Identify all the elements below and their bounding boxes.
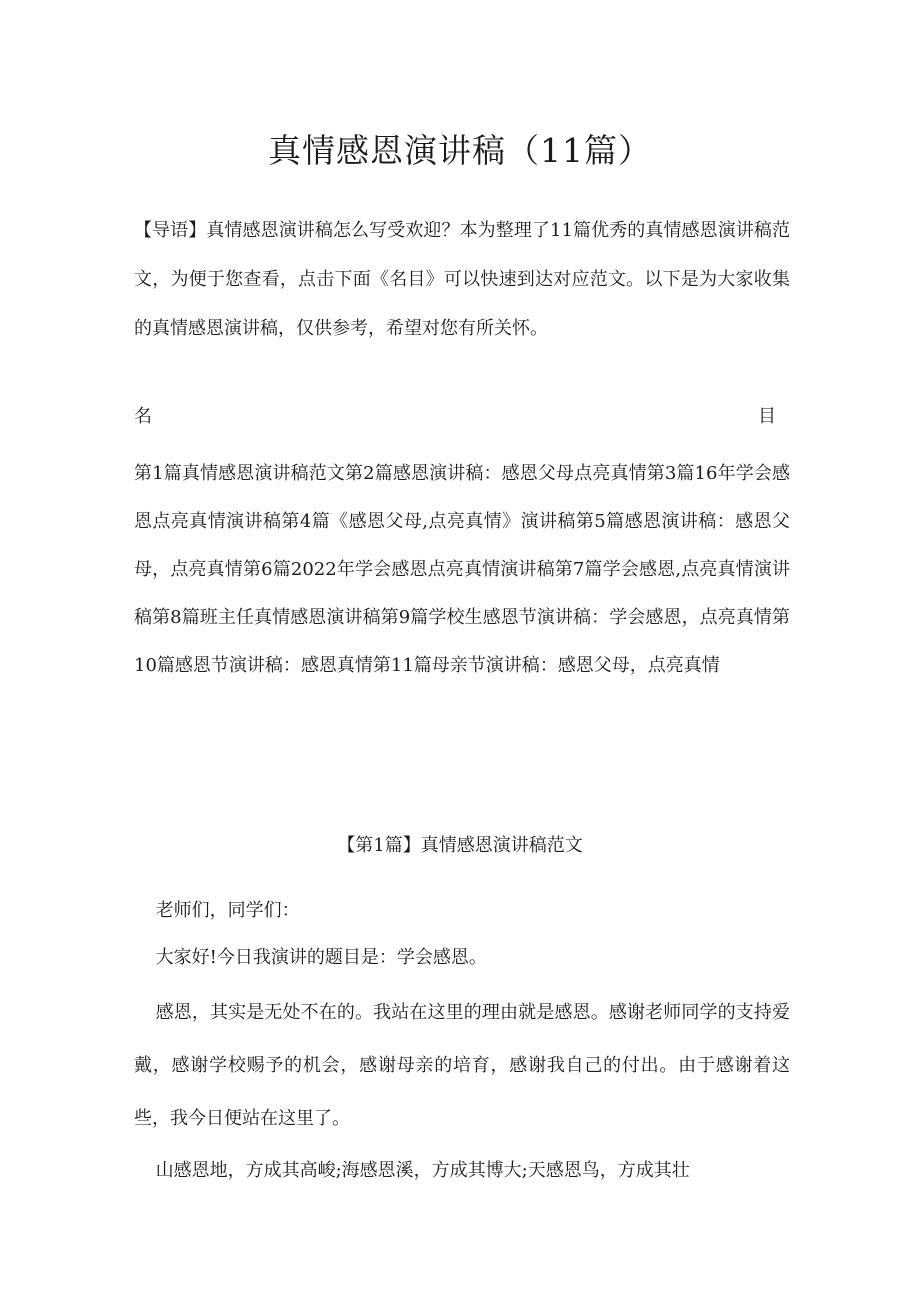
body-paragraph-1: 感恩，其实是无处不在的。我站在这里的理由就是感恩。感谢老师同学的支持爱戴，感谢学校赐予的机会，感谢母亲的培育，感谢我自己的付出。由于感谢着这些，我今日便站在这里了。 (134, 1002, 790, 1129)
toc-heading-right: 目 (758, 406, 776, 427)
toc-list[interactable]: 第1篇真情感恩演讲稿范文第2篇感恩演讲稿：感恩父母点亮真情第3篇16年学会感恩点亮真情演讲稿第4篇《感恩父母,点亮真情》演讲稿第5篇感恩演讲稿：感恩父母，点亮真情第6篇2022年学会感恩点亮真情演讲稿第7篇学会感恩,点亮真情演讲稿第8篇班主任真情感恩演讲稿第9篇学校生感恩节演讲稿：学会感恩，点亮真情第10篇感恩节演讲稿：感恩真情第11篇母亲节演讲稿：感恩父母，点亮真情 (134, 463, 790, 676)
intro-paragraph: 【导语】真情感恩演讲稿怎么写受欢迎？本为整理了11篇优秀的真情感恩演讲稿范文，为便于您查看，点击下面《名目》可以快速到达对应范文。以下是为大家收集的真情感恩演讲稿，仅供参考，希望对您有所关怀。 (134, 220, 790, 339)
section-1-title: 【第1篇】真情感恩演讲稿范文 (337, 835, 583, 856)
toc-heading-left: 名 (134, 406, 152, 427)
toc-heading (134, 402, 790, 432)
document-title: 真情感恩演讲稿（11篇） (268, 131, 652, 170)
salutation-paragraph: 老师们，同学们： (155, 900, 300, 921)
greeting-paragraph: 大家好!今日我演讲的题目是：学会感恩。 (155, 947, 487, 968)
body-paragraph-2: 山感恩地，方成其高峻;海感恩溪，方成其博大;天感恩鸟，方成其壮 (155, 1160, 690, 1181)
